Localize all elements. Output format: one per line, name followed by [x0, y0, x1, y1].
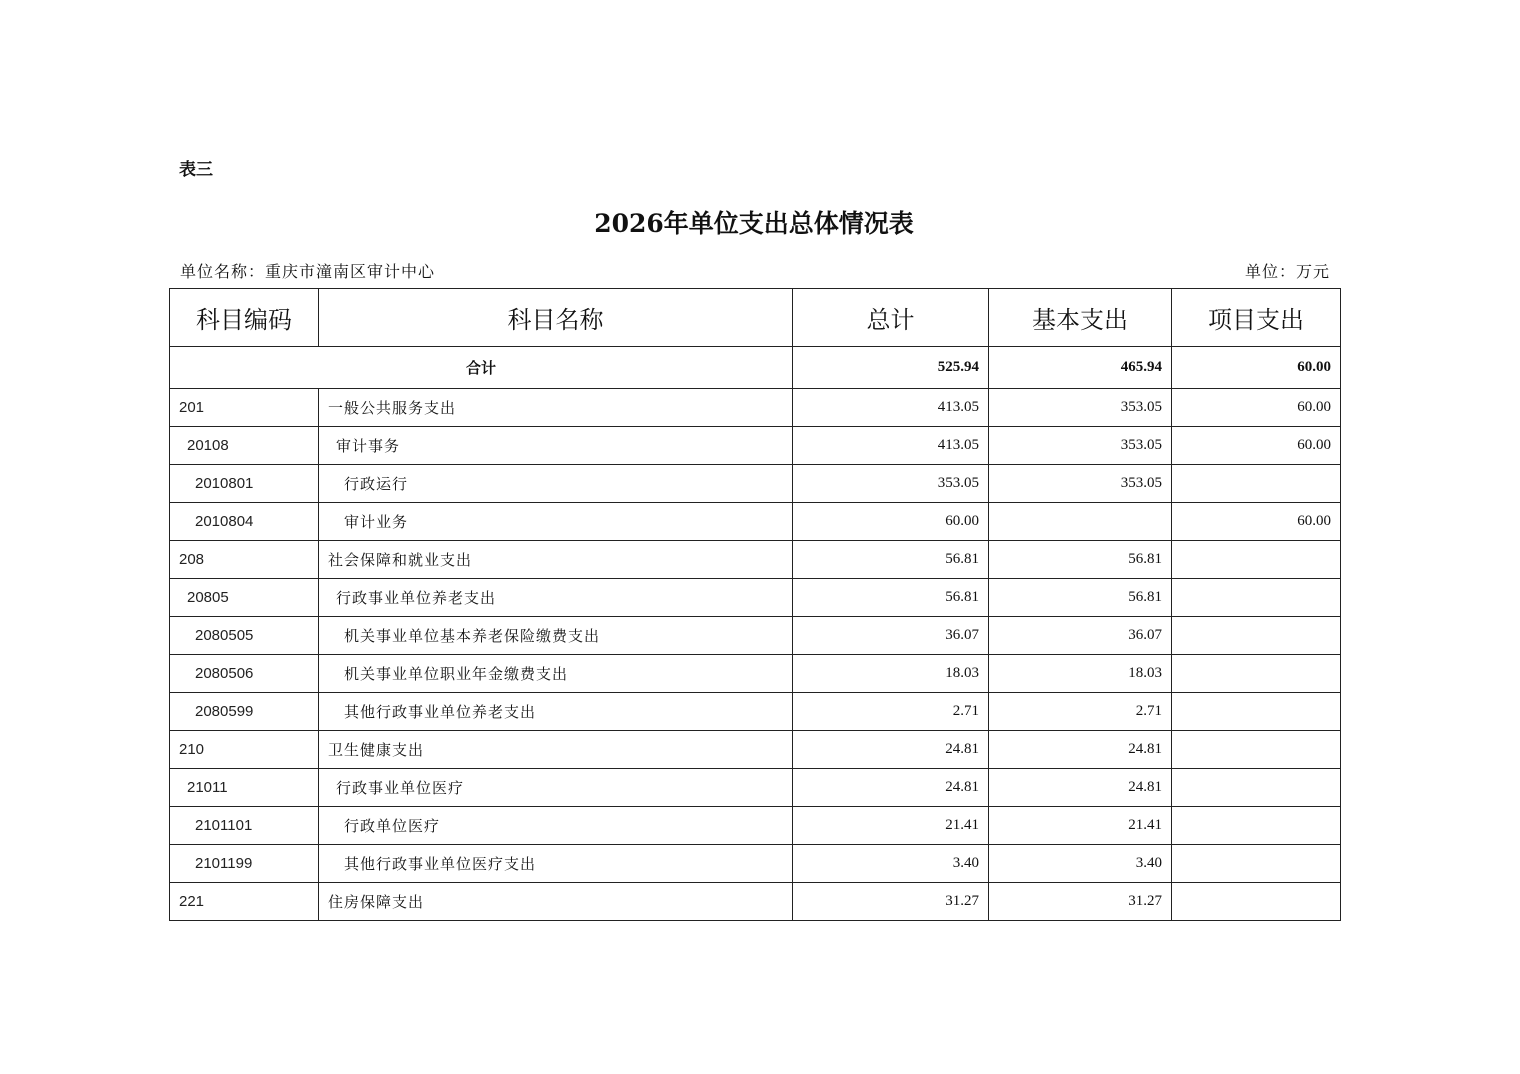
cell-name: 行政事业单位医疗	[319, 769, 793, 807]
cell-basic: 353.05	[989, 427, 1172, 465]
cell-code: 2080599	[170, 693, 319, 731]
table-row	[170, 807, 1341, 845]
cell-code: 221	[170, 883, 319, 921]
cell-project	[1172, 617, 1341, 655]
cell-total: 24.81	[793, 731, 989, 769]
table-row	[170, 769, 1341, 807]
cell-basic: 353.05	[989, 465, 1172, 503]
table-row	[170, 655, 1341, 693]
table-row	[170, 503, 1341, 541]
document-title: 2026年单位支出总体情况表	[594, 209, 914, 238]
cell-project: 60.00	[1172, 503, 1341, 541]
cell-name: 卫生健康支出	[319, 731, 793, 769]
cell-project	[1172, 845, 1341, 883]
total-label: 合计	[170, 347, 793, 389]
cell-total: 56.81	[793, 579, 989, 617]
cell-name: 机关事业单位基本养老保险缴费支出	[319, 617, 793, 655]
cell-name: 审计业务	[319, 503, 793, 541]
cell-name: 其他行政事业单位养老支出	[319, 693, 793, 731]
cell-project	[1172, 655, 1341, 693]
cell-total: 24.81	[793, 769, 989, 807]
cell-total: 353.05	[793, 465, 989, 503]
cell-project: 60.00	[1172, 427, 1341, 465]
table-row	[170, 693, 1341, 731]
cell-code: 2010801	[170, 465, 319, 503]
cell-project: 60.00	[1172, 389, 1341, 427]
cell-basic: 56.81	[989, 541, 1172, 579]
cell-total: 2.71	[793, 693, 989, 731]
cell-project	[1172, 807, 1341, 845]
cell-total: 31.27	[793, 883, 989, 921]
table-header-row	[170, 289, 1341, 347]
cell-name: 一般公共服务支出	[319, 389, 793, 427]
cell-basic: 36.07	[989, 617, 1172, 655]
cell-basic: 2.71	[989, 693, 1172, 731]
cell-code: 2080505	[170, 617, 319, 655]
cell-total: 21.41	[793, 807, 989, 845]
cell-total: 60.00	[793, 503, 989, 541]
currency-unit-label: 单位：万元	[1244, 262, 1330, 281]
expenditure-table	[169, 288, 1341, 921]
cell-project	[1172, 883, 1341, 921]
cell-basic: 353.05	[989, 389, 1172, 427]
cell-name: 审计事务	[319, 427, 793, 465]
cell-name: 机关事业单位职业年金缴费支出	[319, 655, 793, 693]
table-row	[170, 617, 1341, 655]
table-row	[170, 845, 1341, 883]
cell-project	[1172, 541, 1341, 579]
table-row	[170, 465, 1341, 503]
unit-name: 单位名称：重庆市潼南区审计中心	[180, 262, 436, 281]
cell-total: 413.05	[793, 427, 989, 465]
cell-total: 3.40	[793, 845, 989, 883]
cell-basic: 24.81	[989, 769, 1172, 807]
table-row	[170, 541, 1341, 579]
cell-project	[1172, 769, 1341, 807]
cell-name: 行政运行	[319, 465, 793, 503]
cell-basic: 3.40	[989, 845, 1172, 883]
cell-name: 行政单位医疗	[319, 807, 793, 845]
cell-basic: 31.27	[989, 883, 1172, 921]
cell-total: 36.07	[793, 617, 989, 655]
total-total: 525.94	[793, 347, 989, 389]
cell-name: 住房保障支出	[319, 883, 793, 921]
table-row	[170, 427, 1341, 465]
cell-name: 社会保障和就业支出	[319, 541, 793, 579]
table-row	[170, 731, 1341, 769]
cell-code: 201	[170, 389, 319, 427]
header-code: 科目编码	[170, 289, 319, 347]
header-project: 项目支出	[1172, 289, 1341, 347]
cell-code: 20108	[170, 427, 319, 465]
total-basic: 465.94	[989, 347, 1172, 389]
table-row	[170, 579, 1341, 617]
cell-basic: 18.03	[989, 655, 1172, 693]
cell-name: 行政事业单位养老支出	[319, 579, 793, 617]
cell-total: 56.81	[793, 541, 989, 579]
table-row	[170, 389, 1341, 427]
cell-project	[1172, 465, 1341, 503]
cell-name: 其他行政事业单位医疗支出	[319, 845, 793, 883]
header-name: 科目名称	[319, 289, 793, 347]
header-total: 总计	[793, 289, 989, 347]
cell-code: 2080506	[170, 655, 319, 693]
table-body	[170, 347, 1341, 921]
header-basic: 基本支出	[989, 289, 1172, 347]
cell-basic	[989, 503, 1172, 541]
cell-code: 2010804	[170, 503, 319, 541]
table-row	[170, 883, 1341, 921]
cell-total: 18.03	[793, 655, 989, 693]
cell-basic: 24.81	[989, 731, 1172, 769]
total-project: 60.00	[1172, 347, 1341, 389]
cell-code: 2101101	[170, 807, 319, 845]
cell-code: 208	[170, 541, 319, 579]
cell-project	[1172, 693, 1341, 731]
cell-code: 210	[170, 731, 319, 769]
cell-total: 413.05	[793, 389, 989, 427]
cell-code: 2101199	[170, 845, 319, 883]
cell-basic: 56.81	[989, 579, 1172, 617]
cell-code: 21011	[170, 769, 319, 807]
cell-code: 20805	[170, 579, 319, 617]
cell-project	[1172, 579, 1341, 617]
table-number-label: 表三	[179, 160, 213, 180]
total-row	[170, 347, 1341, 389]
cell-project	[1172, 731, 1341, 769]
cell-basic: 21.41	[989, 807, 1172, 845]
